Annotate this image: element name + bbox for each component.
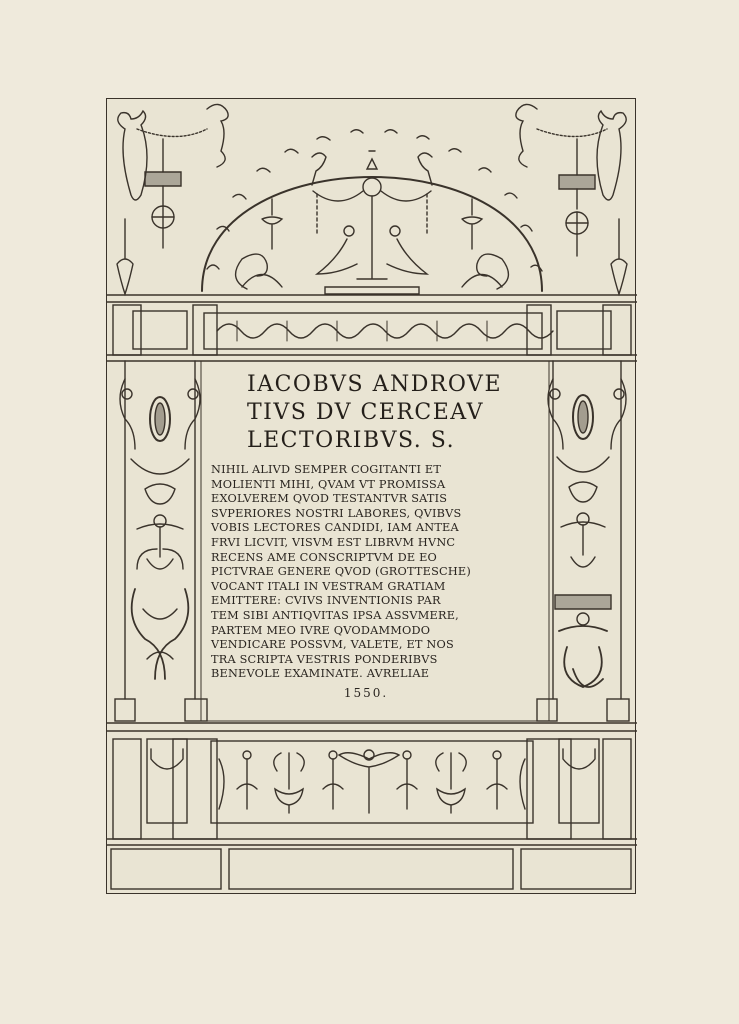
body-line: MOLIENTI MIHI, QVAM VT PROMISSA xyxy=(211,477,446,491)
body-line: SVPERIORES NOSTRI LABORES, QVIBVS xyxy=(211,506,462,520)
mask-icon xyxy=(363,178,381,196)
frieze-scroll-icon xyxy=(204,313,542,349)
base-plinth xyxy=(107,723,637,889)
body-line: VOBIS LECTORES CANDIDI, IAM ANTEA xyxy=(211,521,459,535)
vase-icon xyxy=(117,111,147,294)
body-line: BENEVOLE EXAMINATE. AVRELIAE xyxy=(211,667,430,681)
urn-icon xyxy=(274,753,304,813)
body-line: NIHIL ALIVD SEMPER COGITANTI ET xyxy=(211,463,442,476)
epistle-heading-line: IACOBVS ANDROVE xyxy=(247,372,503,397)
right-pilaster xyxy=(537,361,629,721)
body-line: PARTEM MEO IVRE QVODAMMODO xyxy=(211,623,431,637)
epistle-heading-line: LECTORIBVS. S. xyxy=(247,428,456,453)
epistle-date: 1550. xyxy=(343,685,389,700)
epistle-heading-line: TIVS DV CERCEAV xyxy=(247,400,484,425)
body-line: EXOLVEREM QVOD TESTANTVR SATIS xyxy=(211,492,448,506)
body-line: RECENS AME CONSCRIPTVM DE EO xyxy=(211,550,438,564)
entablature xyxy=(107,295,637,361)
body-line: FRVI LICVIT, VISVM EST LIBRVM HVNC xyxy=(211,535,456,549)
body-line: PICTVRAE GENERE QVOD (GROTTESCHE) xyxy=(211,565,471,579)
winged-cherub-icon xyxy=(339,753,399,813)
body-line: VENDICARE POSSVM, VALETE, ET NOS xyxy=(211,638,454,652)
body-line: TRA SCRIPTA VESTRIS PONDERIBVS xyxy=(211,652,438,666)
body-line: EMITTERE: CVIVS INVENTIONIS PAR xyxy=(211,594,441,608)
body-line: VOCANT ITALI IN VESTRAM GRATIAM xyxy=(211,579,446,593)
epistle-body xyxy=(211,463,541,682)
engraved-plate xyxy=(106,98,636,894)
epistle-text-panel xyxy=(207,367,545,723)
body-line: TEM SIBI ANTIQVITAS IPSA ASSVMERE, xyxy=(211,608,459,622)
left-pilaster xyxy=(115,361,207,721)
top-ornament-band xyxy=(117,104,627,294)
winged-cherub-icon xyxy=(154,515,166,527)
